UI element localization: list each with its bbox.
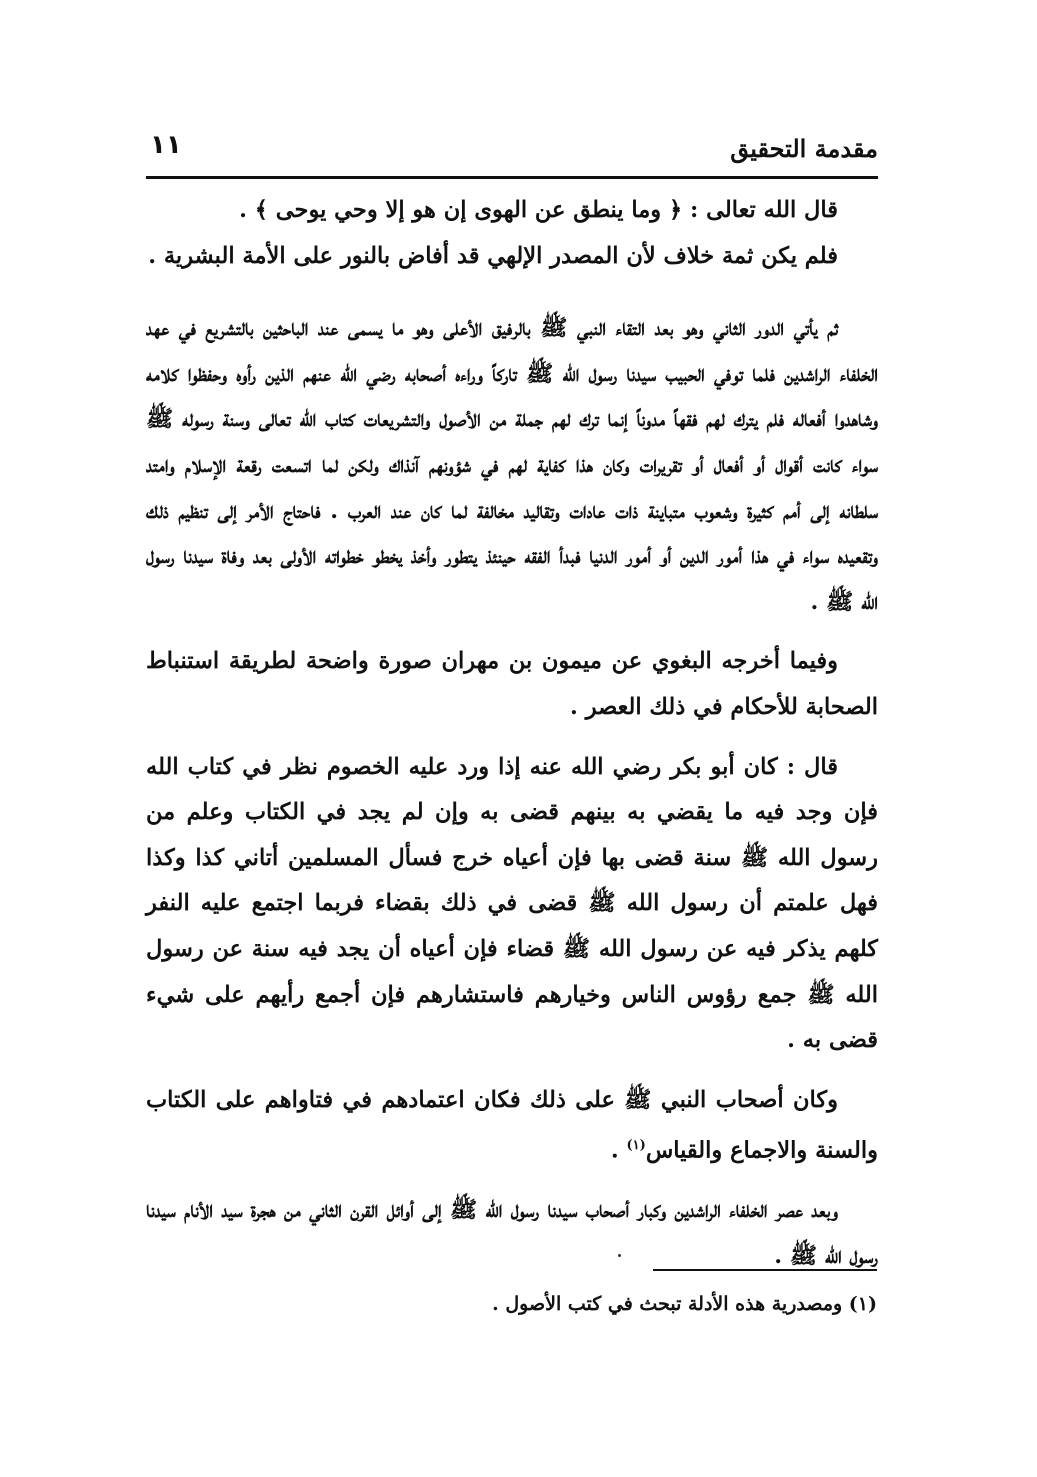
paragraph-3: ثم يأتي الدور الثاني وهو بعد التقاء النبي ﷺ بالرفيق الأعلى وهو ما يسمى عند الباحثين بالتشريع في عهد الخلفاء الراشدين فلما توفي الحبيب سيدنا رسول الله ﷺ تاركاً وراءه أصحابه رضي الله عنهم الذين رأوه وحفظوا كلامه وشاهدوا أفعاله فلم يترك لهم فقهاً مدوناً إنما ترك لهم جملة من الأصول والتشريعات كتاب الله تعالى وسنة رسوله ﷺ سواء كانت أقوال أو أفعال أو تقريرات وكان هذا كفاية لهم في شؤونهم آنذاك ولكن لما اتسعت رقعة الإسلام وامتد سلطانه إلى أمم كثيرة وشعوب متباينة ذات عادات وتقاليد مخالفة لما كان عند العرب . فاحتاج الأمر إلى تنظيم ذلك وتقعيده سواء في هذا أمور الدين أو أمور الدنيا فبدأ الفقه حينئذ يتطور وأخذ يخطو خطواته الأولى بعد وفاة سيدنا رسول الله ﷺ . [146, 315, 879, 615]
paragraph-6-text: وكان أصحاب النبي ﷺ على ذلك فكان اعتمادهم في فتاواهم على الكتاب والسنة والاجماع والقياس [146, 1086, 878, 1164]
paragraph-5: قال : كان أبو بكر رضي الله عنه إذا ورد عليه الخصوم نظر في كتاب الله فإن وجد فيه ما يقضي به بينهم قضى به وإن لم يجد في الكتاب وعلم من رسول الله ﷺ سنة قضى بها فإن أعياه خرج فسأل المسلمين أتاني كذا وكذا فهل علمتم أن رسول الله ﷺ قضى في ذلك بقضاء فربما اجتمع عليه النفر كلهم يذكر فيه عن رسول الله ﷺ قضاء فإن أعياه أن يجد فيه سنة عن رسول الله ﷺ جمع رؤوس الناس وخيارهم فاستشارهم فإن أجمع رأيهم على شيء قضى به . [146, 753, 878, 1054]
page-header [146, 128, 878, 174]
chapter-title: مقدمة التحقيق [730, 134, 878, 163]
paragraph-6 [146, 1078, 878, 1175]
footnote-reference: (١) [626, 1138, 646, 1154]
paragraph-2: فلم يكن ثمة خلاف لأن المصدر الإلهي قد أفاض بالنور على الأمة البشرية . [148, 242, 838, 269]
print-speck [618, 1254, 621, 1257]
footnote: (١) ومصدرية هذه الأدلة تبحث في كتب الأصول . [492, 1293, 877, 1315]
paragraph-6-end: . [610, 1137, 627, 1164]
header-rule [146, 176, 878, 179]
quran-verse-paragraph: قال الله تعالى : ﴿ وما ينطق عن الهوى إن هو إلا وحي يوحى ﴾ . [239, 197, 838, 223]
body-text [146, 188, 878, 1280]
paragraph-7: وبعد عصر الخلفاء الراشدين وكبار أصحاب سيدنا رسول الله ﷺ إلى أوائل القرن الثاني من هجرة سيد الأنام سيدنا رسول الله ﷺ . [146, 1197, 878, 1269]
paragraph-4: وفيما أخرجه البغوي عن ميمون بن مهران صورة واضحة لطريقة استنباط الصحابة للأحكام في ذلك العصر . [146, 648, 878, 720]
footnote-rule [653, 1269, 877, 1271]
page-number: ١١ [150, 130, 182, 160]
